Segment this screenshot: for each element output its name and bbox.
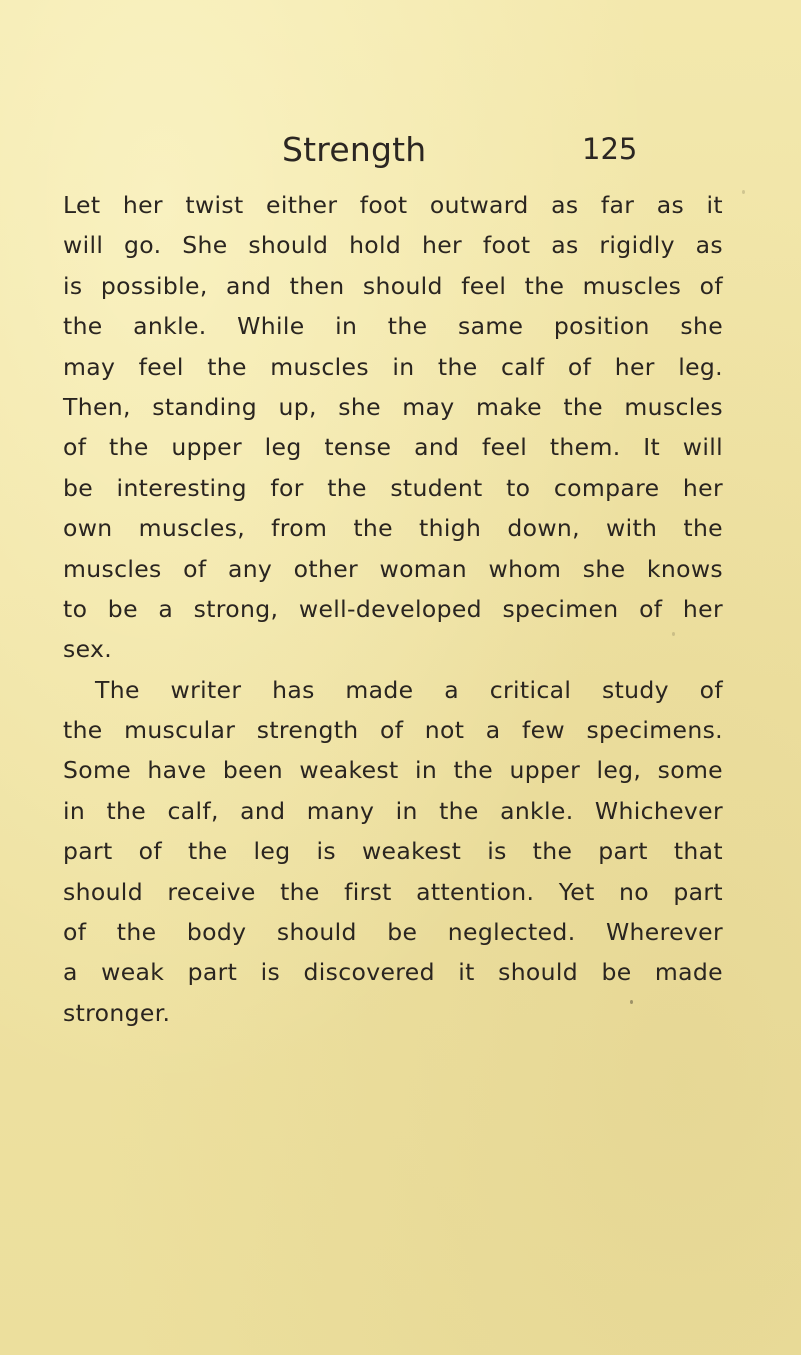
text-line: is possible, and then should feel the muscles of — [63, 271, 723, 300]
text-line: Some have been weakest in the upper leg, some — [63, 756, 723, 785]
text-line: the ankle. While in the same position she — [63, 312, 723, 341]
page-header — [0, 126, 801, 176]
text-line: will go. She should hold her foot as rigidly as — [63, 231, 723, 260]
paper-speck — [672, 632, 675, 636]
paper-speck — [742, 190, 745, 194]
text-line: The writer has made a critical study of — [95, 675, 723, 704]
text-line: part of the leg is weakest is the part that — [63, 837, 723, 866]
text-line: the muscular strength of not a few specimens. — [63, 716, 723, 745]
text-line: of the body should be neglected. Wherever — [63, 918, 723, 947]
text-line: Let her twist either foot outward as far as it — [63, 191, 723, 219]
paragraph-1 — [63, 185, 723, 670]
running-title: Strength — [282, 130, 427, 169]
body-text — [63, 185, 723, 1033]
paper-speck — [630, 1000, 633, 1004]
text-line: stronger. — [63, 998, 171, 1027]
text-line: of the upper leg tense and feel them. It will — [63, 433, 723, 462]
text-line: may feel the muscles in the calf of her leg. — [63, 352, 723, 381]
text-line: own muscles, from the thigh down, with the — [63, 514, 723, 543]
text-line: to be a strong, well-developed specimen of her — [63, 594, 723, 623]
text-line: should receive the first attention. Yet no part — [63, 877, 723, 906]
text-line: in the calf, and many in the ankle. Whichever — [63, 796, 723, 825]
page-number: 125 — [582, 132, 638, 166]
text-line: muscles of any other woman whom she knows — [63, 554, 723, 583]
text-line: Then, standing up, she may make the muscles — [63, 392, 723, 421]
text-line: be interesting for the student to compare her — [63, 473, 723, 502]
text-line: a weak part is discovered it should be made — [63, 958, 723, 987]
paragraph-2 — [63, 670, 723, 1034]
text-line: sex. — [63, 635, 113, 664]
